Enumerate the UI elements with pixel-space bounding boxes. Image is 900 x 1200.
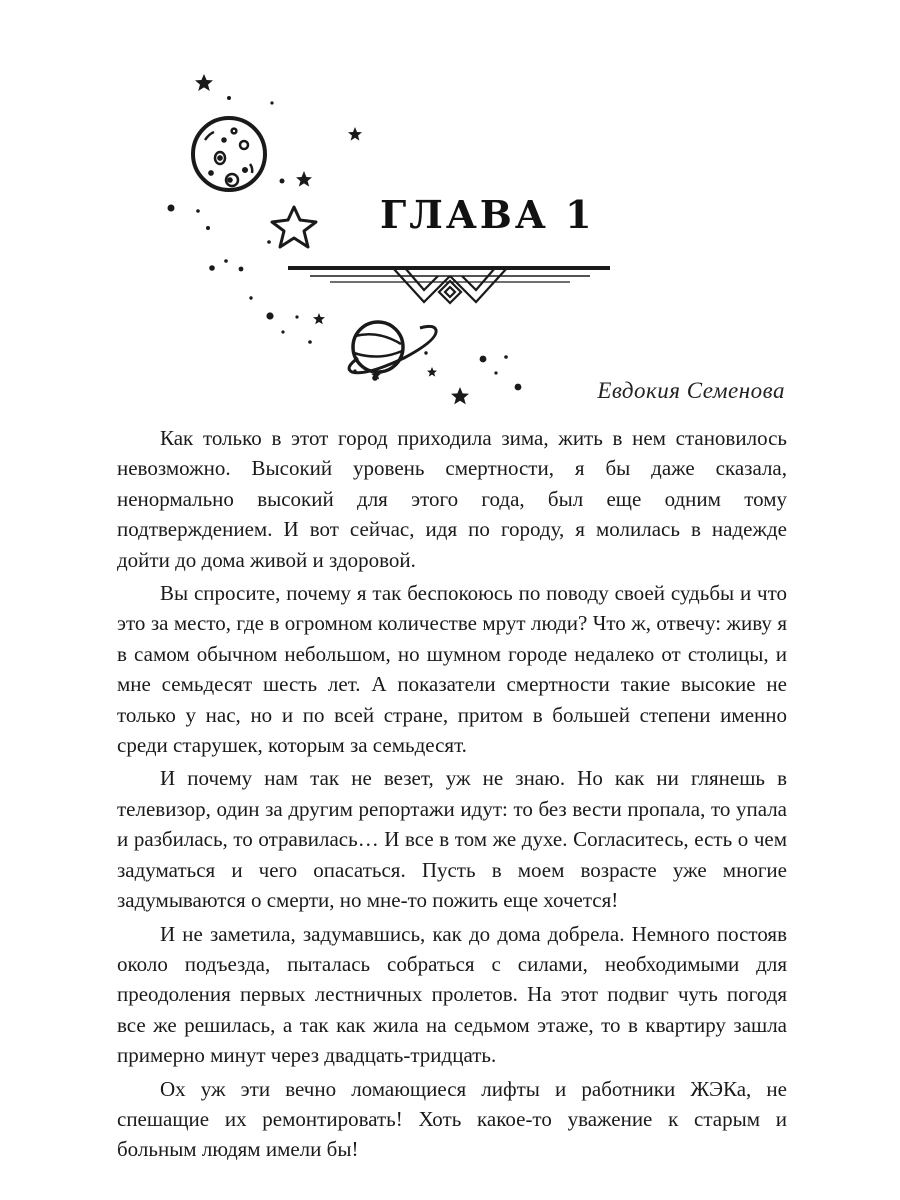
chapter-header-decoration xyxy=(150,60,630,420)
chapter-body xyxy=(117,423,787,1168)
ringed-planet-icon xyxy=(349,322,436,373)
paragraph: И не заметила, задумавшись, как до дома добрела. Немного постояв около подъезда, пыталась собраться с силами, необходимыми для преодоления первых лестничных пролетов. На этот подвиг чуть погодя все же решилась, а так как жила на седьмом этаже, то в квартиру зашла примерно минут через двадцать-тридцать. xyxy=(117,921,787,1068)
star-dots xyxy=(168,96,522,390)
chapter-title: ГЛАВА 1 xyxy=(380,192,595,237)
cratered-planet-icon xyxy=(193,118,265,190)
author-name: Евдокия Семенова xyxy=(597,378,785,403)
outline-star-icon xyxy=(272,207,316,247)
paragraph: Как только в этот город приходила зима, жить в нем становилось невозможно. Высокий уровень смертности, я бы даже сказала, ненормально высокий для этого года, был еще одним тому подтверждением. И вот сейчас, идя по городу, я молилась в надежде дойти до дома живой и здоровой. xyxy=(117,426,787,572)
art-deco-divider xyxy=(288,268,610,303)
paragraph: И почему нам так не везет, уж не знаю. Но как ни глянешь в телевизор, один за другим репортажи идут: то без вести пропала, то упала и разбилась, то отравилась… И все в том же духе. Согласитесь, есть о чем задуматься и чего опасаться. Пусть в моем возрасте уже многие задумываются о смерти, но мне-то пожить еще хочется! xyxy=(117,766,787,913)
paragraph: Вы спросите, почему я так беспокоюсь по поводу своей судьбы и что это за место, где в огромном количестве мрут люди? Что ж, отвечу: живу я в самом обычном небольшом, но шумном городе недалеко от столицы, и мне семьдесят шесть лет. А показатели смертности такие высокие не только у нас, но и по всей стране, притом в большей степени именно среди старушек, которым за семьдесят. xyxy=(117,581,787,758)
paragraph: Ох уж эти вечно ломающиеся лифты и работники ЖЭКа, не спешащие их ремонтировать! Хоть какое-то уважение к старым и больным людям имели бы! xyxy=(117,1076,787,1162)
